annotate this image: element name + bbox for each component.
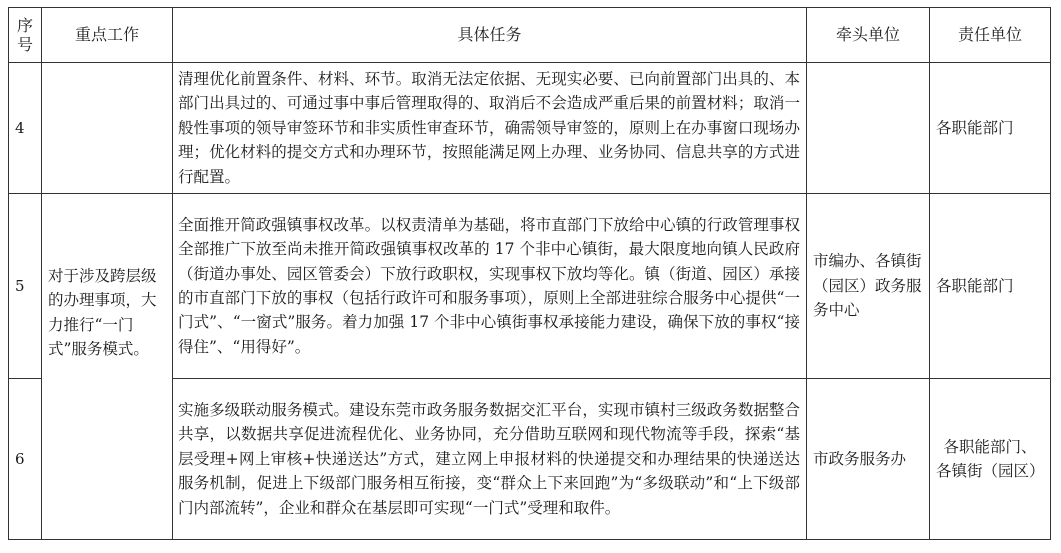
row-focus-empty xyxy=(42,63,173,194)
header-lead: 牵头单位 xyxy=(807,8,930,63)
row-index: 6 xyxy=(9,379,42,540)
table-row xyxy=(9,194,1051,379)
header-row xyxy=(9,8,1051,63)
header-focus: 重点工作 xyxy=(42,8,173,63)
row-responsible: 各职能部门 xyxy=(930,63,1051,194)
row-focus-merged: 对于涉及跨层级的办理事项，大力推行“一门式”服务模式。 xyxy=(42,194,173,540)
row-index: 4 xyxy=(9,63,42,194)
row-lead xyxy=(807,63,930,194)
header-task: 具体任务 xyxy=(173,8,807,63)
task-table xyxy=(8,7,1051,540)
row-task: 全面推开简政强镇事权改革。以权责清单为基础，将市直部门下放给中心镇的行政管理事权全部推广下放至尚未推开简政强镇事权改革的 17 个非中心镇街，最大限度地向镇人民政府（街道办事处、园区管委会）下放行政职权，实现事权下放均等化。镇（街道、园区）承接的市直部门下放的事权（包括行政许可和服务事项），原则上全部进驻综合服务中心提供“一门式”、“一窗式”服务。着力加强 17 个非中心镇街事权承接能力建设，确保下放的事权“接得住”、“用得好”。 xyxy=(173,194,807,379)
row-task: 实施多级联动服务模式。建设东莞市政务服务数据交汇平台，实现市镇村三级政务数据整合共享，以数据共享促进流程优化、业务协同，充分借助互联网和现代物流等手段，探索“基层受理+网上审核+快递送达”方式，建立网上申报材料的快递提交和办理结果的快递送达服务机制，促进上下级部门服务相互衔接，变“群众上下来回跑”为“多级联动”和“上下级部门内部流转”，企业和群众在基层即可实现“一门式”受理和取件。 xyxy=(173,379,807,540)
row-responsible: 各职能部门 xyxy=(930,194,1051,379)
header-index: 序 号 xyxy=(9,8,42,63)
row-lead: 市编办、各镇街（园区）政务服务中心 xyxy=(807,194,930,379)
table-row xyxy=(9,63,1051,194)
task-table-container xyxy=(8,7,1051,540)
row-task: 清理优化前置条件、材料、环节。取消无法定依据、无现实必要、已向前置部门出具的、本部门出具过的、可通过事中事后管理取得的、取消后不会造成严重后果的前置材料；取消一般性事项的领导审签环节和非实质性审查环节，确需领导审签的，原则上在办事窗口现场办理；优化材料的提交方式和办理环节，按照能满足网上办理、业务协同、信息共享的方式进行配置。 xyxy=(173,63,807,194)
row-index: 5 xyxy=(9,194,42,379)
row-responsible: 各职能部门、各镇街（园区） xyxy=(930,379,1051,540)
row-lead: 市政务服务办 xyxy=(807,379,930,540)
header-responsible: 责任单位 xyxy=(930,8,1051,63)
